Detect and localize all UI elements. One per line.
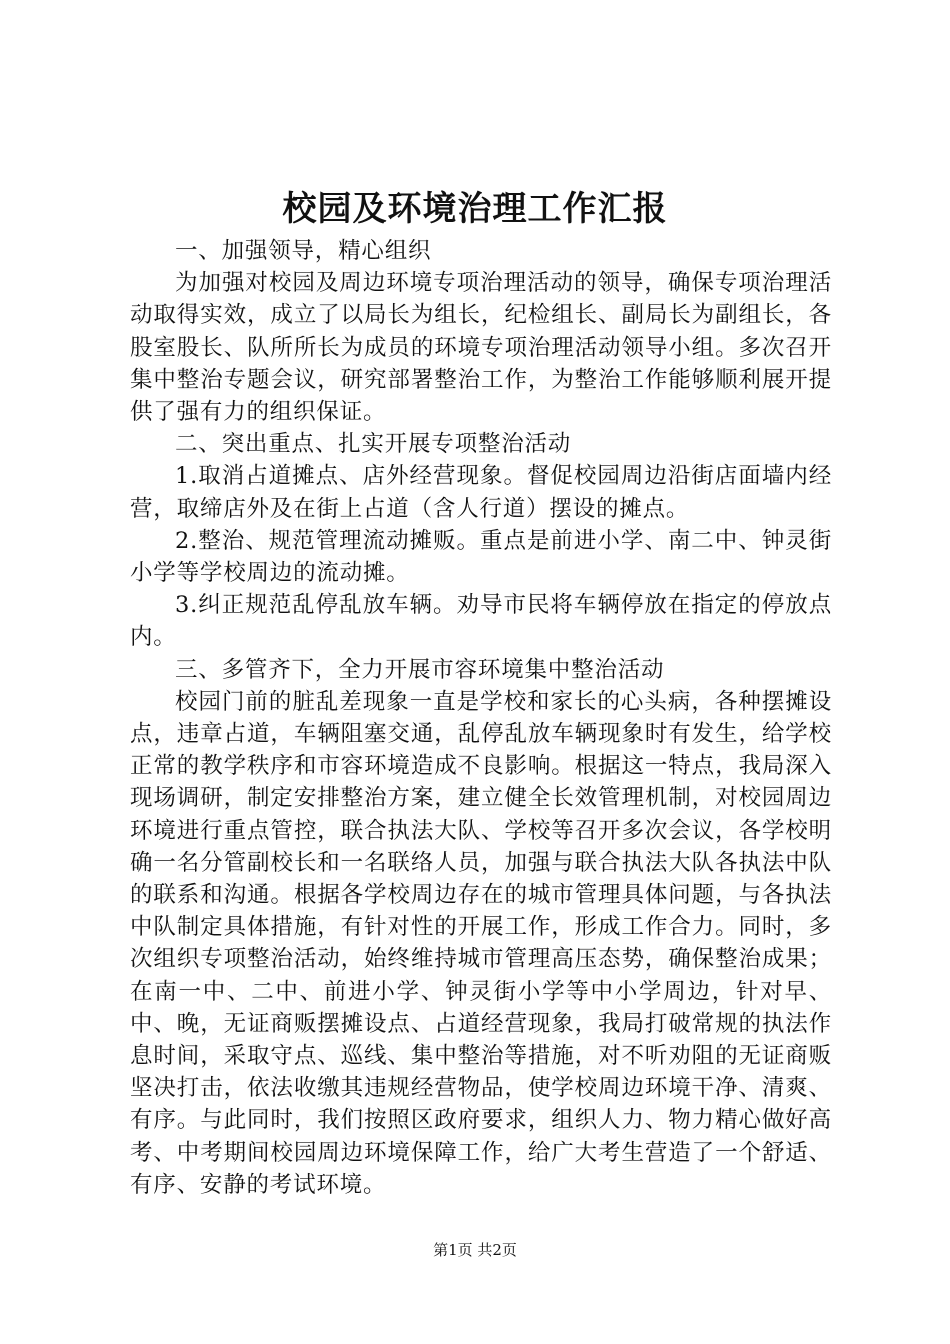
list-item-3: 3.纠正规范乱停乱放车辆。劝导市民将车辆停放在指定的停放点内。 — [130, 592, 832, 651]
document-title: 校园及环境治理工作汇报 — [282, 189, 668, 229]
list-item-2: 2.整治、规范管理流动摊贩。重点是前进小学、南二中、钟灵街小学等学校周边的流动摊。 — [130, 527, 832, 587]
paragraph-1: 为加强对校园及周边环境专项治理活动的领导，确保专项治理活动取得实效，成立了以局长为组长，纪检组长、副局长为副组长，各股室股长、队所所长为成员的环境专项治理活动领导小组。多次召开集中整治专题会议，研究部署整治工作，为整治工作能够顺利展开提供了强有力的组织保证。 — [130, 270, 832, 426]
paragraph-2: 校园门前的脏乱差现象一直是学校和家长的心头病，各种摆摊设点，违章占道，车辆阻塞交通，乱停乱放车辆现象时有发生，给学校正常的教学秩序和市容环境造成不良影响。根据这一特点，我局深入现场调研，制定安排整治方案，建立健全长效管理机制，对校园周边环境进行重点管控，联合执法大队、学校等召开多次会议，各学校明确一名分管副校长和一名联络人员，加强与联合执法大队各执法中队的联系和沟通。根据各学校周边存在的城市管理具体问题，与各执法中队制定具体措施，有针对性的开展工作，形成工作合力。同时，多次组织专项整治活动，始终维持城市管理高压态势，确保整治成果；在南一中、二中、前进小学、钟灵街小学等中小学周边，针对早、中、晚，无证商贩摆摊设点、占道经营现象，我局打破常规的执法作息时间，采取守点、巡线、集中整治等措施，对不听劝阻的无证商贩坚决打击，依法收缴其违规经营物品，使学校周边环境干净、清爽、有序。与此同时，我们按照区政府要求，组织人力、物力精心做好高考、中考期间校园周边环境保障工作，给广大考生营造了一个舒适、有序、安静的考试环境。 — [130, 688, 832, 1198]
section-heading-1: 一、加强领导，精心组织 — [175, 238, 432, 264]
section-heading-3: 三、多管齐下，全力开展市容环境集中整治活动 — [175, 656, 665, 683]
list-item-1: 1.取消占道摊点、店外经营现象。督促校园周边沿街店面墙内经营，取缔店外及在街上占道（含人行道）摆设的摊点。 — [130, 463, 832, 522]
page-footer: 第1页 共2页 — [433, 1241, 517, 1259]
document-body — [130, 235, 832, 1201]
section-heading-2: 二、突出重点、扎实开展专项整治活动 — [175, 431, 572, 458]
